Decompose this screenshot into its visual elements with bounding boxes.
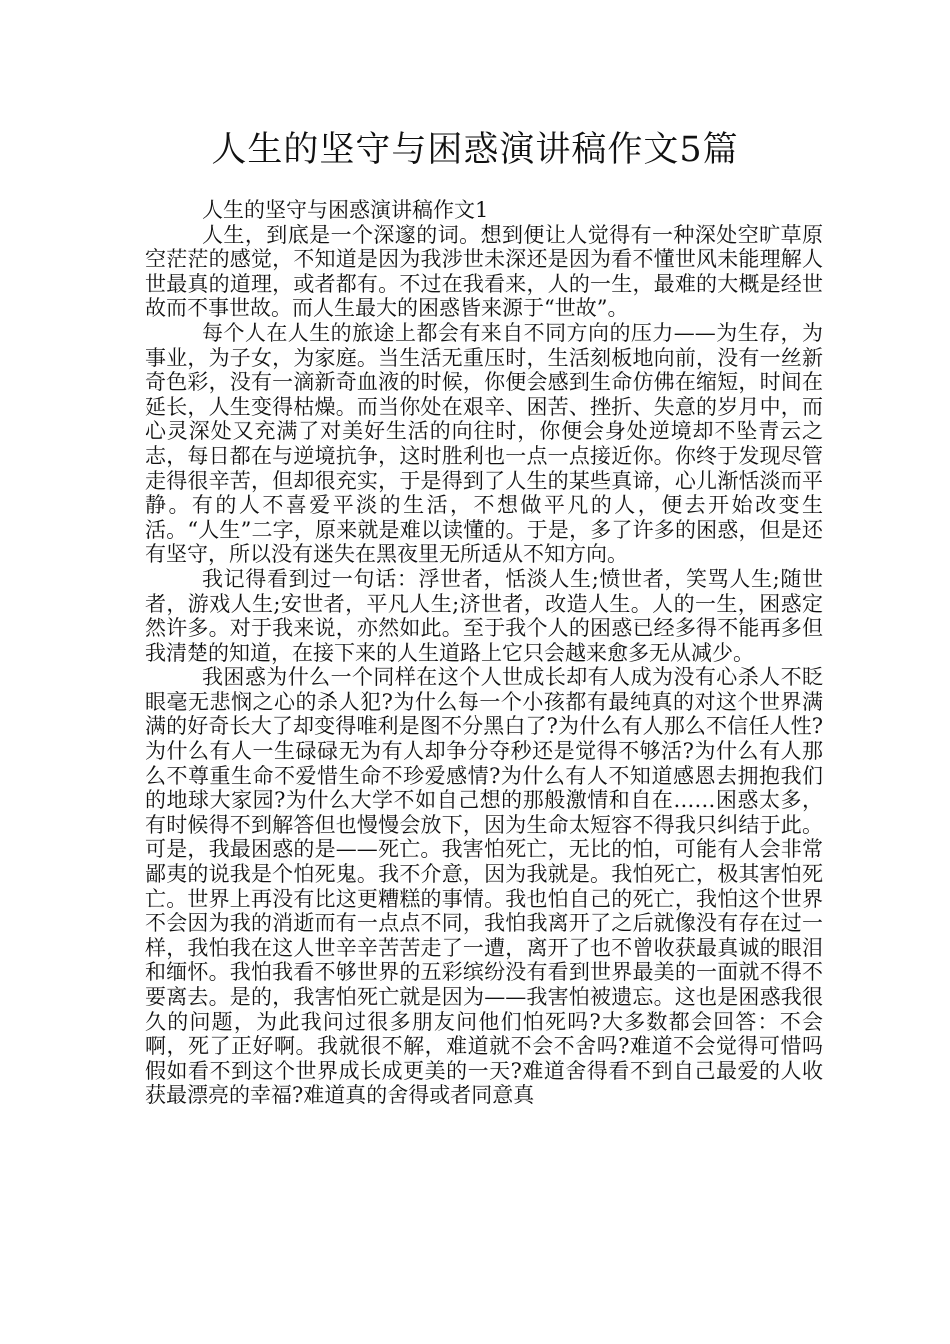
- document-title: 人生的坚守与困惑演讲稿作文5篇: [211, 130, 739, 170]
- section-heading: 人生的坚守与困惑演讲稿作文1: [202, 198, 489, 222]
- paragraph-1: 人生，到底是一个深邃的词。想到便让人觉得有一种深处空旷草原空茫茫的感觉，不知道是因为我涉世未深还是因为看不懂世风未能理解人世最真的道理，或者都有。不过在我看来，人的一生，最难的大概是经世故而不事世故。而人生最大的困惑皆来源于“世故”。: [145, 222, 823, 321]
- paragraph-3: 我记得看到过一句话：浮世者，恬淡人生;愤世者，笑骂人生;随世者，游戏人生;安世者，平凡人生;济世者，改造人生。人的一生，困惑定然许多。对于我来说，亦然如此。至于我个人的困惑已经多得不能再多但我清楚的知道，在接下来的人生道路上它只会越来愈多无从减少。: [145, 566, 823, 665]
- paragraph-4: 我困惑为什么一个同样在这个人世成长却有人成为没有心杀人不眨眼毫无悲悯之心的杀人犯?为什么每一个小孩都有最纯真的对这个世界满满的好奇长大了却变得唯利是图不分黑白了?为什么有人那么不信任人性?为什么有人一生碌碌无为有人却争分夺秒还是觉得不够活?为什么有人那么不尊重生命不爱惜生命不珍爱感情?为什么有人不知道感恩去拥抱我们的地球大家园?为什么大学不如自己想的那般激情和自在……困惑太多，有时候得不到解答但也慢慢会放下，因为生命太短容不得我只纠结于此。可是，我最困惑的是——死亡。我害怕死亡，无比的怕，可能有人会非常鄙夷的说我是个怕死鬼。我不介意，因为我就是。我怕死亡，极其害怕死亡。世界上再没有比这更糟糕的事情。我也怕自己的死亡，我怕这个世界不会因为我的消逝而有一点点不同，我怕我离开了之后就像没有存在过一样，我怕我在这人世辛辛苦苦走了一遭，离开了也不曾收获最真诚的眼泪和缅怀。我怕我看不够世界的五彩缤纷没有看到世界最美的一面就不得不要离去。是的，我害怕死亡就是因为——我害怕被遗忘。这也是困惑我很久的问题，为此我问过很多朋友问他们怕死吗?大多数都会回答：不会啊，死了正好啊。我就很不解，难道就不会不舍吗?难道不会觉得可惜吗假如看不到这个世界成长成更美的一天?难道舍得看不到自己最爱的人收获最漂亮的幸福?难道真的舍得或者同意真: [145, 665, 823, 1108]
- document-body: [145, 198, 823, 1108]
- paragraph-2: 每个人在人生的旅途上都会有来自不同方向的压力——为生存，为事业，为子女，为家庭。当生活无重压时，生活刻板地向前，没有一丝新奇色彩，没有一滴新奇血液的时候，你便会感到生命仿佛在缩短，时间在延长，人生变得枯燥。而当你处在艰辛、困苦、挫折、失意的岁月中，而心灵深处又充满了对美好生活的向往时，你便会身处逆境却不坠青云之志，每日都在与逆境抗争，这时胜利也一点一点接近你。你终于发现尽管走得很辛苦，但却很充实，于是得到了人生的某些真谛，心儿渐恬淡而平静。有的人不喜爱平淡的生活，不想做平凡的人，便去开始改变生活。“人生”二字，原来就是难以读懂的。于是，多了许多的困惑，但是还有坚守，所以没有迷失在黑夜里无所适从不知方向。: [145, 320, 823, 567]
